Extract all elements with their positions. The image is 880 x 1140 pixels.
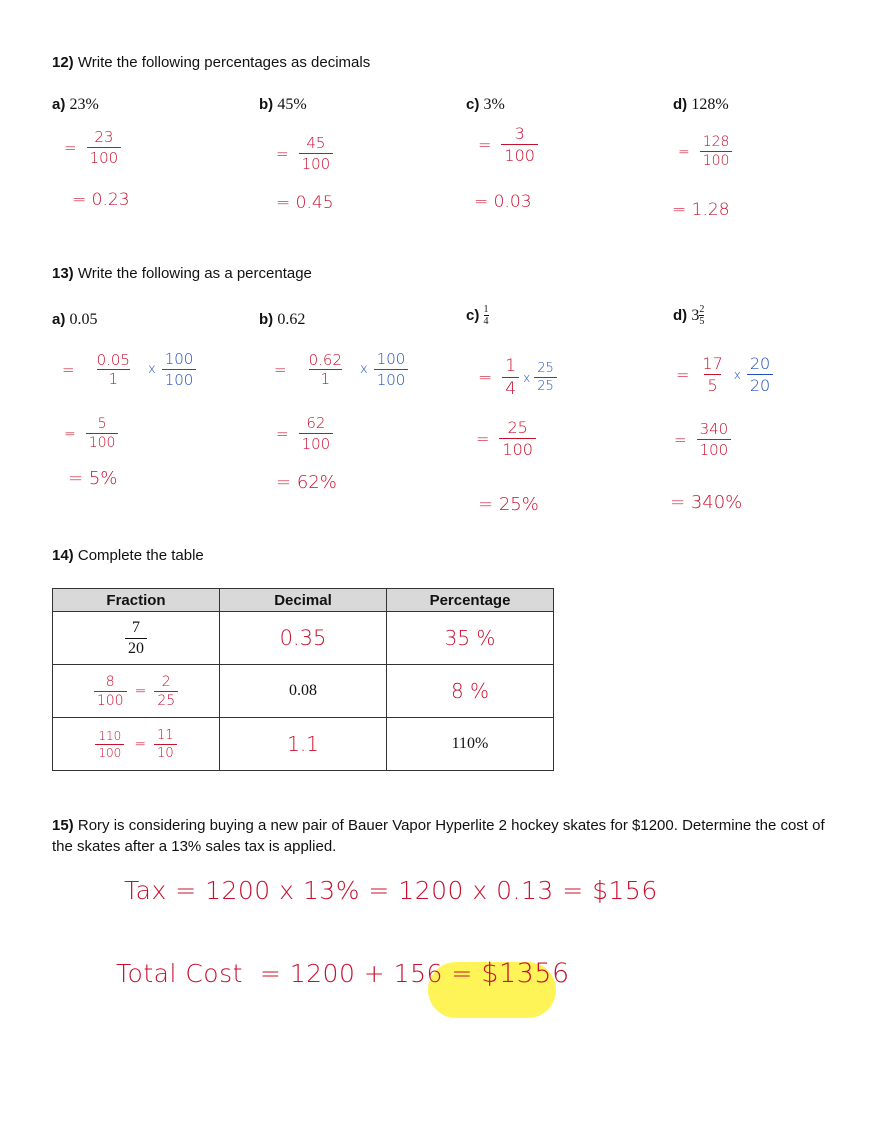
table-header: Percentage xyxy=(387,589,554,612)
question-12-prompt: 12) Write the following percentages as decimals xyxy=(52,54,371,71)
q13-b-step1: = $\frac{0.62}{1}$ x $\frac{100}{100}$ xyxy=(274,350,408,389)
q12-d-step1: = $\frac{128}{100}$ xyxy=(678,134,732,169)
q12-part-a: a) 23% xyxy=(52,96,99,113)
question-14-prompt: 14) Complete the table xyxy=(52,547,204,564)
table-header-row xyxy=(53,589,554,612)
q13-d-answer: = 340% xyxy=(670,492,743,513)
q13-b-step2: = $\frac{62}{100}$ xyxy=(276,414,333,453)
q12-c-step1: = $\frac{3}{100}$ xyxy=(478,124,538,165)
q13-a-step2: = $\frac{5}{100}$ xyxy=(64,416,118,451)
q13-d-step2: = $\frac{340}{100}$ xyxy=(674,420,731,459)
q12-b-answer: = 0.45 xyxy=(276,193,334,213)
total-cost-expression: = 1200 + 156 = xyxy=(259,959,473,988)
total-cost-label: Total Cost xyxy=(116,959,243,988)
q13-a-step1: = $\frac{0.05}{1}$ x $\frac{100}{100}$ xyxy=(62,350,196,389)
q15-tax-line: Tax = 1200 x 13% = 1200 x 0.13 = $156 xyxy=(124,876,658,905)
table-row xyxy=(53,665,554,718)
table-cell-fraction: $\frac{7}{20}$ xyxy=(53,612,220,665)
table-row xyxy=(53,718,554,771)
q13-part-d: d) 3 2 5 xyxy=(673,304,705,327)
q12-a-answer: = 0.23 xyxy=(72,190,130,210)
q13-c-answer: = 25% xyxy=(478,494,539,515)
q13-part-a: a) 0.05 xyxy=(52,311,98,328)
table-cell-fraction: $\frac{110}{100}$ = $\frac{11}{10}$ xyxy=(53,718,220,771)
total-cost-answer: $1356 xyxy=(481,958,570,989)
question-15-prompt: 15) Rory is considering buying a new pair of Bauer Vapor Hyperlite 2 hockey skates for $1200. Determine the cost of the skates after a 13% sales tax is applied. xyxy=(52,817,825,855)
table-cell-percentage: 35 % xyxy=(387,612,554,665)
table-cell-fraction: $\frac{8}{100}$ = $\frac{2}{25}$ xyxy=(53,665,220,718)
q13-a-answer: = 5% xyxy=(68,468,118,489)
table-cell-percentage: 110% xyxy=(387,718,554,771)
q13-part-b: b) 0.62 xyxy=(259,311,306,328)
q13-c-step2: = $\frac{25}{100}$ xyxy=(476,418,536,459)
conversion-table xyxy=(52,588,554,771)
q13-part-c: c) 1 4 xyxy=(466,304,489,327)
q12-part-c: c) 3% xyxy=(466,96,505,113)
table-header: Fraction xyxy=(53,589,220,612)
q13-b-answer: = 62% xyxy=(276,472,337,493)
q12-d-answer: = 1.28 xyxy=(672,200,730,220)
question-13-prompt: 13) Write the following as a percentage xyxy=(52,265,312,282)
table-cell-decimal: 0.08 xyxy=(220,665,387,718)
q12-c-answer: = 0.03 xyxy=(474,192,532,212)
table-header: Decimal xyxy=(220,589,387,612)
q12-b-step1: = $\frac{45}{100}$ xyxy=(276,134,333,173)
q12-part-d: d) 128% xyxy=(673,96,729,113)
q15-total-line xyxy=(116,958,570,989)
q13-c-step1: = $\frac{1}{4}$ x $\frac{25}{25}$ xyxy=(478,356,557,399)
table-cell-percentage: 8 % xyxy=(387,665,554,718)
table-cell-decimal: 1.1 xyxy=(220,718,387,771)
q12-part-b: b) 45% xyxy=(259,96,307,113)
table-cell-decimal: 0.35 xyxy=(220,612,387,665)
q13-d-step1: = $\frac{17}{5}$ x $\frac{20}{20}$ xyxy=(676,354,773,395)
table-row xyxy=(53,612,554,665)
q12-a-step1: = $\frac{23}{100}$ xyxy=(64,128,121,167)
